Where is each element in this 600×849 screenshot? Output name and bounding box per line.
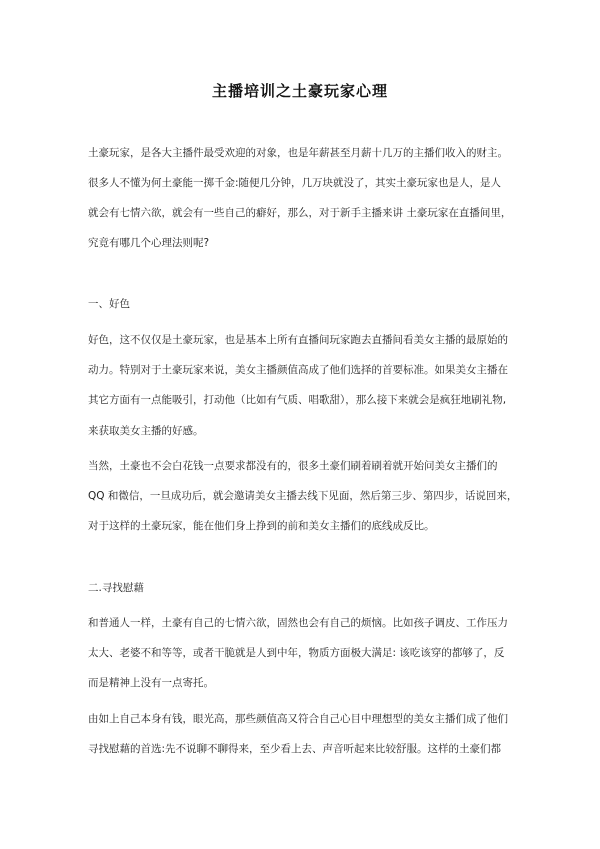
intro-line: 土豪玩家，是各大主播件最受欢迎的对象，也是年薪甚至月薪十几万的主播们收入的财主。 — [88, 147, 508, 159]
paragraph-line: 由如上自己本身有钱，眼光高，那些颜值高又符合自己心目中理想型的美女主播们成了他们 — [88, 713, 508, 725]
paragraph-line: 对于这样的土豪玩家，能在他们身上挣到的前和美女主播们的底线成反比。 — [88, 520, 435, 532]
document-title: 主播培训之土豪玩家心理 — [211, 82, 388, 100]
paragraph-line: 其它方面有一点能吸引，打动他（比如有气质、唱歌甜），那么接下来就会是疯狂地刷礼物, — [88, 394, 507, 406]
paragraph-line: 寻找慰藉的首选:先不说聊不聊得来，至少看上去、声音听起来比较舒服。这样的土豪们都 — [88, 743, 502, 755]
paragraph-line: 而是精神上没有一点寄托。 — [88, 677, 214, 689]
paragraph-line: 当然，土豪也不会白花钱一点要求都没有的，很多土豪们刷着刷着就开始问美女主播们的 — [88, 460, 498, 472]
paragraph-line: 太大、老婆不和等等，或者干脆就是人到中年，物质方面极大满足: 该吃该穿的都够了，反 — [88, 647, 505, 659]
intro-line: 究竟有哪几个心理法则呢? — [88, 237, 210, 249]
intro-line: 很多人不懂为何土豪能一掷千金:随便几分钟，几万块就没了，其实土豪玩家也是人，是人 — [88, 177, 502, 189]
paragraph-line: QQ 和微信，一旦成功后，就会邀请美女主播去线下见面，然后第三步、第四步，话说回来， — [88, 490, 518, 502]
paragraph-line: 动力。特别对于土豪玩家来说，美女主播颜值高成了他们选择的首要标准。如果美女主播在 — [88, 364, 508, 376]
paragraph-line: 和普通人一样，土豪有自己的七情六欲，固然也会有自己的烦恼。比如孩子调皮、工作压力 — [88, 617, 508, 629]
section-heading: 一、好色 — [88, 298, 130, 310]
section-heading: 二.寻找慰藉 — [88, 582, 144, 594]
intro-line: 就会有七情六欲，就会有一些自己的癖好，那么，对于新手主播来讲 土豪玩家在直播间里， — [88, 207, 512, 219]
paragraph-line: 来获取美女主播的好感。 — [88, 425, 204, 437]
paragraph-line: 好色，这不仅仅是土豪玩家，也是基本上所有直播间玩家跑去直播间看美女主播的最原始的 — [88, 334, 508, 346]
